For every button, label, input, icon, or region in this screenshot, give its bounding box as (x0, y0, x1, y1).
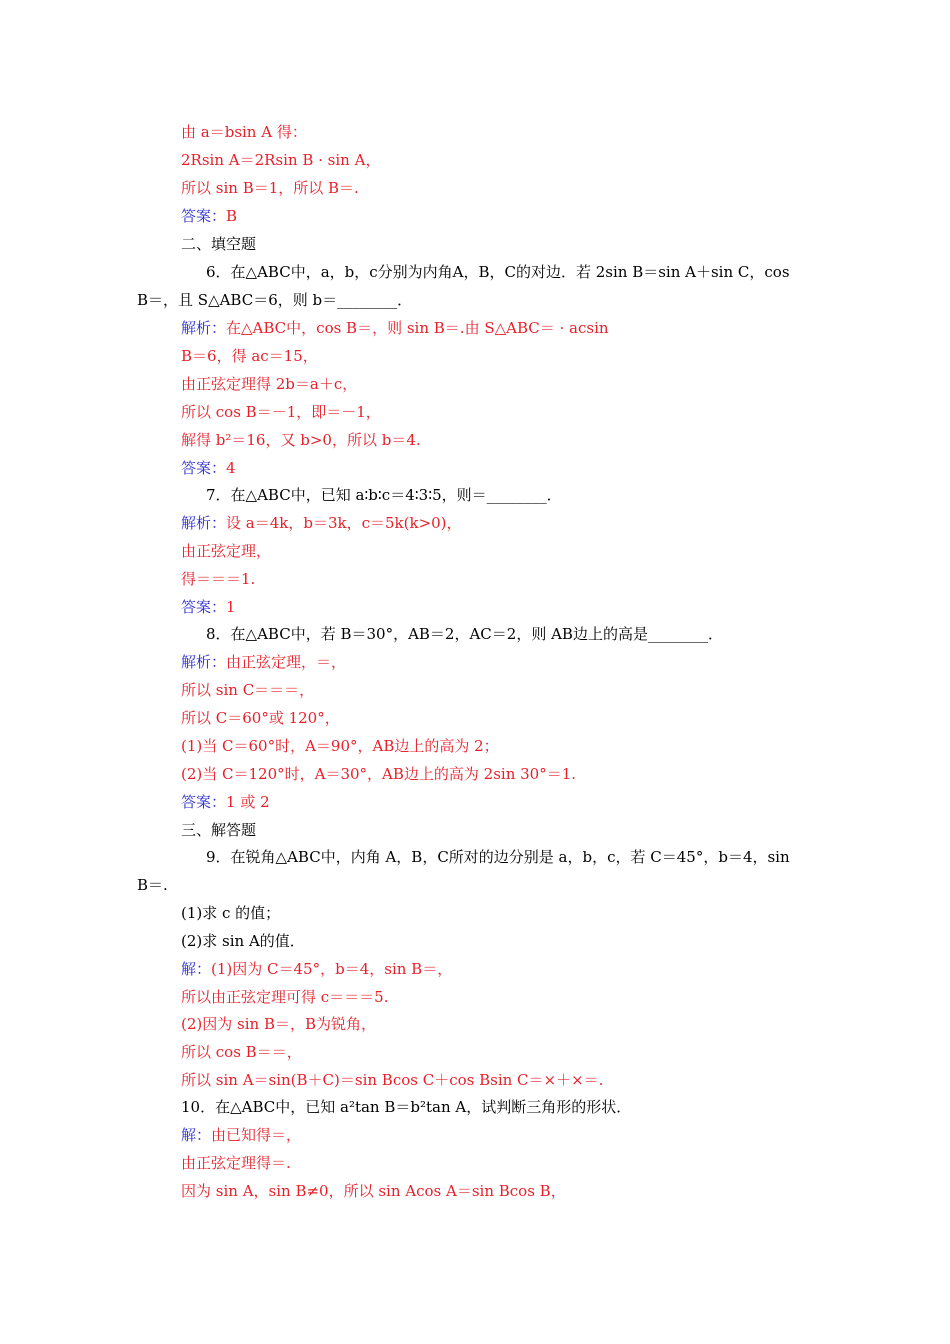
question-line: B＝，且 S△ABC＝6，则 b＝________． (137, 291, 413, 309)
solution-text: 由已知得＝， (211, 1126, 302, 1144)
text-line: 2Rsin A＝2Rsin B · sin A， (181, 151, 381, 169)
text-line: 所以 C＝60°或 120°， (181, 709, 340, 727)
question-line: 7．在△ABC中，已知 a∶b∶c＝4∶3∶5，则＝________． (206, 486, 562, 504)
text-line: 解得 b²＝16，又 b>0，所以 b＝4. (181, 431, 421, 449)
text-line: B＝6，得 ac＝15， (181, 347, 318, 365)
answer-line (181, 458, 236, 478)
answer-line (181, 206, 237, 226)
question-line: B＝. (137, 876, 168, 894)
analysis-text: 在△ABC中，cos B＝，则 sin B＝.由 S△ABC＝ · acsin (226, 319, 609, 337)
text-line: 由 a＝bsin A 得： (181, 123, 307, 141)
text-line: (1)当 C＝60°时，A＝90°，AB边上的高为 2； (181, 737, 499, 755)
text-line: 由正弦定理得＝. (181, 1154, 291, 1172)
text-line: 所以 cos B＝－1，即＝－1， (181, 403, 381, 421)
analysis-text: 由正弦定理，＝， (226, 653, 347, 671)
analysis-line (181, 513, 462, 533)
solution-line (181, 959, 452, 979)
text-line: 所以由正弦定理可得 c＝＝＝5. (181, 988, 389, 1006)
question-line: 8．在△ABC中，若 B＝30°，AB＝2，AC＝2，则 AB边上的高是________． (206, 625, 723, 643)
text-line: 所以 sin A＝sin(B＋C)＝sin Bcos C＋cos Bsin C＝×＋×＝. (181, 1071, 604, 1089)
text-line: 由正弦定理得 2b＝a＋c， (181, 375, 358, 393)
text-line: 因为 sin A，sin B≠0，所以 sin Acos A＝sin Bcos B， (181, 1182, 566, 1200)
answer-label: 答案： (181, 598, 227, 616)
answer-value: 1 或 2 (226, 793, 270, 811)
text-line: 得＝＝＝1. (181, 570, 256, 588)
section-heading: 二、填空题 (181, 235, 257, 253)
solution-label: 解： (181, 1126, 212, 1144)
text-line: 所以 sin C＝＝＝， (181, 681, 315, 699)
analysis-label: 解析： (181, 514, 227, 532)
solution-line (181, 1125, 301, 1145)
question-line: (2)求 sin A的值． (181, 932, 305, 950)
answer-label: 答案： (181, 207, 227, 225)
section-heading: 三、解答题 (181, 821, 257, 839)
solution-text: (1)因为 C＝45°，b＝4，sin B＝， (211, 960, 453, 978)
analysis-text: 设 a＝4k，b＝3k，c＝5k(k>0)， (226, 514, 462, 532)
question-line: 10．在△ABC中，已知 a²tan B＝b²tan A，试判断三角形的形状． (181, 1098, 632, 1116)
analysis-line (181, 652, 346, 672)
answer-label: 答案： (181, 459, 227, 477)
analysis-line (181, 318, 609, 338)
text-line: (2)当 C＝120°时，A＝30°，AB边上的高为 2sin 30°＝1. (181, 765, 577, 783)
analysis-label: 解析： (181, 653, 227, 671)
analysis-label: 解析： (181, 319, 227, 337)
solution-label: 解： (181, 960, 212, 978)
text-line: (2)因为 sin B＝，B为锐角， (181, 1015, 376, 1033)
question-line: (1)求 c 的值； (181, 904, 281, 922)
answer-line (181, 597, 236, 617)
text-line: 所以 sin B＝1，所以 B＝. (181, 179, 359, 197)
answer-value: 4 (226, 459, 236, 477)
question-line: 6．在△ABC中，a，b，c分别为内角A，B，C的对边．若 2sin B＝sin A＋sin C，cos (206, 263, 790, 281)
answer-value: B (226, 207, 238, 225)
text-line: 由正弦定理， (181, 542, 272, 560)
text-line: 所以 cos B＝＝， (181, 1043, 302, 1061)
answer-value: 1 (226, 598, 236, 616)
answer-line (181, 792, 270, 812)
question-line: 9．在锐角△ABC中，内角 A，B，C所对的边分别是 a，b，c，若 C＝45°，b＝4，sin (206, 848, 790, 866)
answer-label: 答案： (181, 793, 227, 811)
